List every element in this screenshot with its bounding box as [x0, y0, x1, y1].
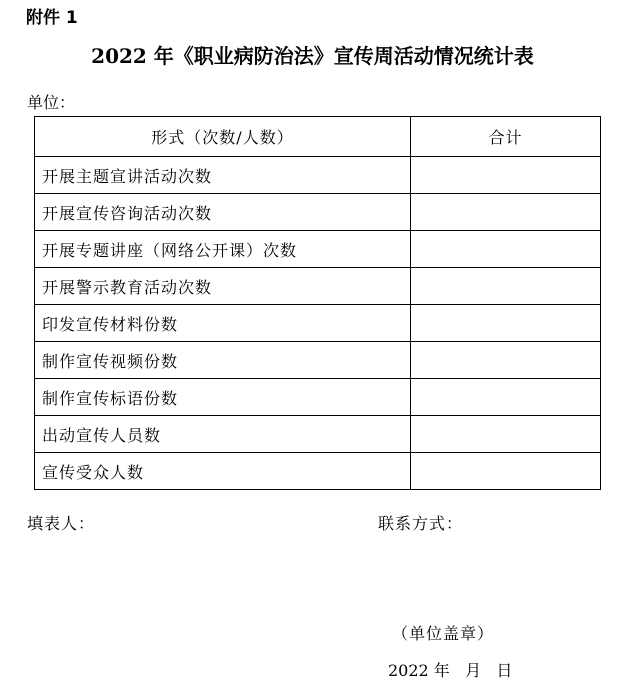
date-line: 2022 年 月 日: [388, 661, 513, 680]
attachment-label: 附件 1: [26, 8, 78, 28]
total-cell[interactable]: [411, 379, 601, 416]
table-row: [35, 342, 601, 379]
total-cell[interactable]: [411, 157, 601, 194]
table-row: [35, 194, 601, 231]
total-cell[interactable]: [411, 305, 601, 342]
table-row: [35, 157, 601, 194]
total-cell[interactable]: [411, 416, 601, 453]
row-label: 制作宣传标语份数: [35, 379, 411, 416]
contact-label: 联系方式：: [378, 514, 464, 533]
table-row: [35, 416, 601, 453]
row-label: 印发宣传材料份数: [35, 305, 411, 342]
total-cell[interactable]: [411, 194, 601, 231]
row-label: 开展宣传咨询活动次数: [35, 194, 411, 231]
seal-note: （单位盖章）: [392, 624, 495, 643]
table-row: [35, 453, 601, 490]
total-cell[interactable]: [411, 342, 601, 379]
table-row: [35, 268, 601, 305]
row-label: 制作宣传视频份数: [35, 342, 411, 379]
row-label: 开展专题讲座（网络公开课）次数: [35, 231, 411, 268]
table-row: [35, 379, 601, 416]
total-cell[interactable]: [411, 268, 601, 305]
table-row: [35, 305, 601, 342]
total-cell[interactable]: [411, 453, 601, 490]
column-header-form: 形式（次数/人数）: [35, 117, 411, 157]
document-title: 2022 年《职业病防治法》宣传周活动情况统计表: [91, 44, 534, 68]
column-header-total: 合计: [411, 117, 601, 157]
table-row: [35, 231, 601, 268]
total-cell[interactable]: [411, 231, 601, 268]
row-label: 出动宣传人员数: [35, 416, 411, 453]
table-header-row: [35, 117, 601, 157]
row-label: 开展警示教育活动次数: [35, 268, 411, 305]
row-label: 宣传受众人数: [35, 453, 411, 490]
unit-label: 单位：: [27, 93, 76, 112]
row-label: 开展主题宣讲活动次数: [35, 157, 411, 194]
statistics-table: [34, 116, 601, 490]
filler-label: 填表人：: [27, 514, 96, 533]
